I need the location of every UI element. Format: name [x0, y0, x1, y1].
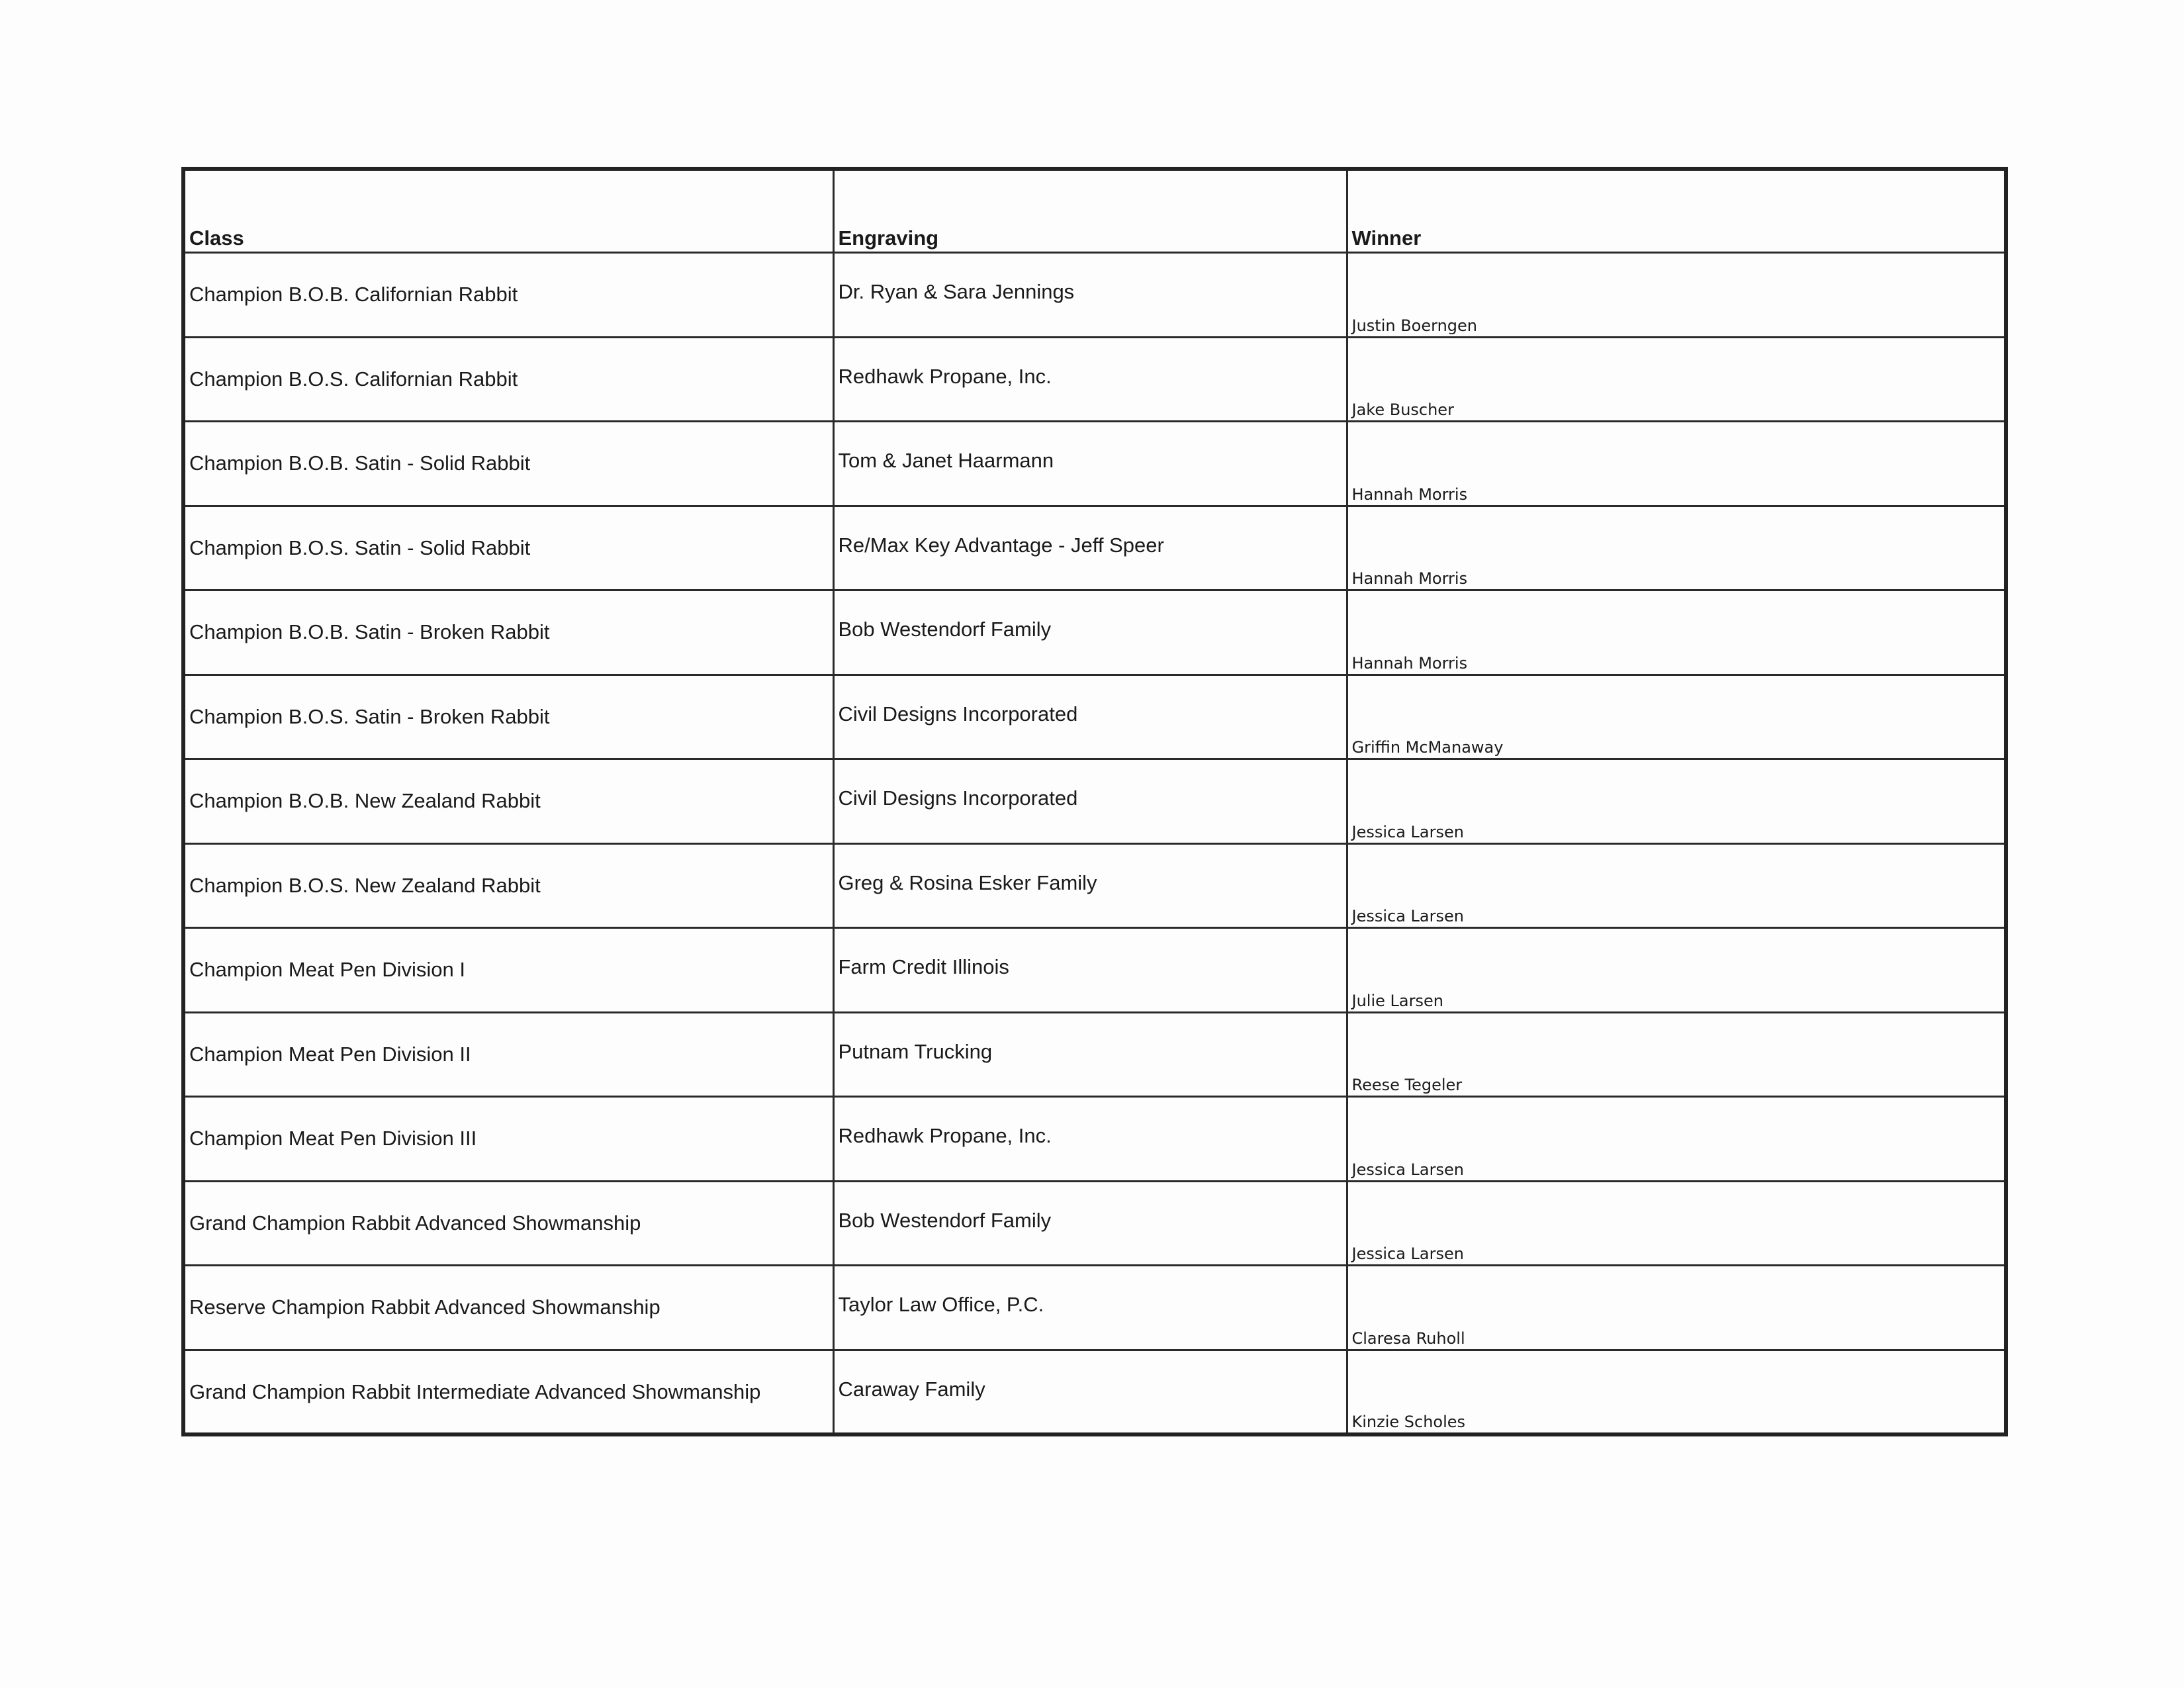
- header-engraving: Engraving: [833, 169, 1347, 253]
- table-row: [183, 843, 2006, 928]
- class-cell: Champion Meat Pen Division II: [183, 1012, 833, 1097]
- table-body: [183, 253, 2006, 1434]
- header-winner: Winner: [1347, 169, 2006, 253]
- table-row: [183, 759, 2006, 844]
- winner-cell: Kinzie Scholes: [1347, 1350, 2006, 1434]
- engraving-cell: Farm Credit Illinois: [833, 928, 1347, 1013]
- header-class: Class: [183, 169, 833, 253]
- winner-cell: Julie Larsen: [1347, 928, 2006, 1013]
- table-row: [183, 1350, 2006, 1434]
- winner-cell: Claresa Ruholl: [1347, 1266, 2006, 1350]
- class-cell: Champion Meat Pen Division III: [183, 1097, 833, 1182]
- table-row: [183, 1181, 2006, 1266]
- engraving-cell: Tom & Janet Haarmann: [833, 422, 1347, 506]
- class-cell: Grand Champion Rabbit Advanced Showmanship: [183, 1181, 833, 1266]
- engraving-cell: Re/Max Key Advantage - Jeff Speer: [833, 506, 1347, 590]
- class-cell: Grand Champion Rabbit Intermediate Advanced Showmanship: [183, 1350, 833, 1434]
- class-cell: Champion B.O.S. Satin - Solid Rabbit: [183, 506, 833, 590]
- winner-cell: Justin Boerngen: [1347, 253, 2006, 338]
- engraving-cell: Taylor Law Office, P.C.: [833, 1266, 1347, 1350]
- winner-cell: Jessica Larsen: [1347, 759, 2006, 844]
- winner-cell: Jessica Larsen: [1347, 1181, 2006, 1266]
- class-cell: Champion Meat Pen Division I: [183, 928, 833, 1013]
- table-row: [183, 928, 2006, 1013]
- engraving-cell: Bob Westendorf Family: [833, 1181, 1347, 1266]
- table-row: [183, 506, 2006, 590]
- engraving-cell: Redhawk Propane, Inc.: [833, 1097, 1347, 1182]
- winner-cell: Hannah Morris: [1347, 506, 2006, 590]
- winner-cell: Griffin McManaway: [1347, 675, 2006, 759]
- table-row: [183, 1012, 2006, 1097]
- table-header: [183, 169, 2006, 253]
- winner-cell: Jake Buscher: [1347, 337, 2006, 422]
- class-cell: Champion B.O.B. New Zealand Rabbit: [183, 759, 833, 844]
- winner-cell: Hannah Morris: [1347, 422, 2006, 506]
- class-cell: Champion B.O.B. Satin - Solid Rabbit: [183, 422, 833, 506]
- engraving-cell: Putnam Trucking: [833, 1012, 1347, 1097]
- class-cell: Champion B.O.S. New Zealand Rabbit: [183, 843, 833, 928]
- table-row: [183, 675, 2006, 759]
- engraving-cell: Redhawk Propane, Inc.: [833, 337, 1347, 422]
- engraving-cell: Bob Westendorf Family: [833, 590, 1347, 675]
- table-row: [183, 590, 2006, 675]
- winner-cell: Reese Tegeler: [1347, 1012, 2006, 1097]
- table-row: [183, 1097, 2006, 1182]
- engraving-cell: Civil Designs Incorporated: [833, 759, 1347, 844]
- awards-table: [181, 167, 2008, 1436]
- class-cell: Champion B.O.S. Satin - Broken Rabbit: [183, 675, 833, 759]
- engraving-cell: Greg & Rosina Esker Family: [833, 843, 1347, 928]
- table-row: [183, 1266, 2006, 1350]
- winner-cell: Hannah Morris: [1347, 590, 2006, 675]
- header-row: [183, 169, 2006, 253]
- winner-cell: Jessica Larsen: [1347, 1097, 2006, 1182]
- class-cell: Champion B.O.B. Californian Rabbit: [183, 253, 833, 338]
- table-row: [183, 253, 2006, 338]
- class-cell: Reserve Champion Rabbit Advanced Showmanship: [183, 1266, 833, 1350]
- engraving-cell: Dr. Ryan & Sara Jennings: [833, 253, 1347, 338]
- table-row: [183, 337, 2006, 422]
- engraving-cell: Civil Designs Incorporated: [833, 675, 1347, 759]
- engraving-cell: Caraway Family: [833, 1350, 1347, 1434]
- table-row: [183, 422, 2006, 506]
- class-cell: Champion B.O.S. Californian Rabbit: [183, 337, 833, 422]
- winner-cell: Jessica Larsen: [1347, 843, 2006, 928]
- class-cell: Champion B.O.B. Satin - Broken Rabbit: [183, 590, 833, 675]
